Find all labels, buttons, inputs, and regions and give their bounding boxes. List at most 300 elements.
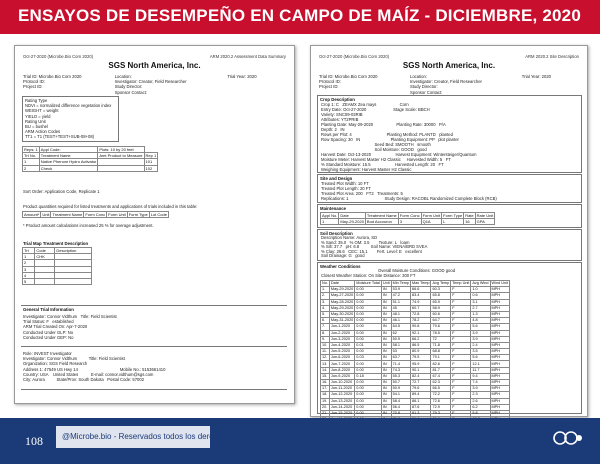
table-cell: 83.4 [411,293,431,299]
treatment-table [22,146,158,172]
table-cell: Native Phenom Hydro Activator [40,159,97,165]
site-line: Treated Plot Width: 10 FT [321,181,369,186]
header-banner [0,0,600,34]
table-cell: May-30-2020 [330,312,354,317]
table-cell: MPH [490,318,509,324]
table-cell [35,278,55,284]
table-cell: Jun-1-2020 [329,324,354,330]
table-cell: 1 [23,254,35,260]
table-cell: 46.1 [391,318,410,324]
column-header: Treatment Name [366,213,397,219]
general-info-line: Trial Status: F established [23,319,74,325]
table-cell: 8. [321,330,330,336]
table-cell: 67.4 [431,373,451,379]
right-company-title: SGS North America, Inc. [402,61,496,70]
column-header: Amount* [24,212,40,218]
right-meta-report: ARM 2020.2 Site Description [525,54,579,59]
table-cell: 79.6 [431,324,451,330]
rating-legend-box [22,96,119,142]
weather-title: Weather Conditions [320,264,361,269]
table-cell: IN [381,330,391,336]
table-cell: 79.3 [431,410,451,416]
table-cell: Jun-15-2020 [329,410,354,416]
trial-info-cell: Location: [114,74,132,79]
table-cell: 3.9 [471,386,490,392]
table-cell: Q1A [421,219,442,225]
table-cell: 72.6 [431,398,451,404]
table-cell: 102 [144,165,158,171]
page-title: ENSAYOS DE DESEMPEÑO EN CAMPO DE MAÍZ - DICIEMBRE, 2020 [18,6,581,25]
table-header [23,212,169,218]
table-cell: 11. [321,349,330,355]
crop-line: Crop 1: C ZEAMX Zea mays Corn [321,102,409,107]
column-header: Rate Unit [476,213,494,219]
column-header: Form Unit [108,212,126,218]
column-header: Max Temp [412,281,430,286]
table-cell: 58.1 [391,342,410,348]
table-cell: F [451,318,471,324]
contact-line: Country: USA United States E-mail: connor.vidthum@sgs.com [23,371,154,377]
table-cell: 60.3 [431,287,451,293]
table-cell: 79.5 [411,355,431,361]
table-cell: 64.7 [431,318,451,324]
divider [21,305,287,306]
table-cell: 0.00 [355,324,382,330]
table-cell: MPH [490,410,509,416]
crop-line: Planting Date: May-29-2020 Planting Rate: 30000 P/A [321,122,446,127]
crop-line: Soil Moisture: GOOD good [321,147,427,152]
crop-description-box [317,95,582,173]
table-cell: MPH [490,336,509,342]
trial-info-cell: Project ID: [23,84,43,90]
table-cell: 2 [23,165,40,171]
table-cell: Jun-13-2020 [329,398,354,404]
table-cell: 1. [321,287,330,293]
table-cell: F [451,305,471,311]
table-cell: IN [381,392,391,398]
table-cell: May-29-2020 [330,287,354,292]
table-cell: IN [381,373,391,379]
table-cell: 0.03 [355,355,382,361]
soil-line: % Silt: 37.7 pH: 6.8 Soil Name: VIENA/BRD SVEA [321,244,428,250]
table-cell: 87.6 [411,404,431,410]
table-cell: 72.8 [411,311,431,317]
site-details [321,181,497,201]
table-cell: 66.6 [411,287,431,293]
column-header: Avg Temp [432,281,450,286]
table-cell: 60.6 [431,311,451,317]
table-cell: Jun-11-2020 [329,386,354,392]
column-header: Temp Unit [452,281,470,286]
crop-line: Row Spacing: 30 IN Planting Equipment: PP plot planter [321,137,459,142]
general-info-title: General Trial Information [23,307,74,312]
table-cell: F [451,380,471,386]
table-cell: 90.8 [411,324,431,330]
trial-info-cell: Sponsor Contact: [114,89,148,95]
site-title: Site and Design [320,176,353,181]
table-cell: 0.00 [355,336,382,342]
table-cell: 47.2 [391,293,410,299]
table-cell: MPH [490,398,509,404]
table-cell: 4.8 [471,318,490,324]
table-cell: IN [381,367,391,373]
weather-box [317,262,582,414]
table-cell: 72.9 [431,404,451,410]
table-cell: F [451,349,471,355]
trial-info-cell: Sponsor Contact: [410,89,443,95]
table-cell: F [451,367,471,373]
table-cell: Bud Accouron [365,219,398,225]
column-header: Date [339,213,366,219]
table-cell: F [451,410,471,416]
table-cell: 1 [23,159,40,165]
trial-info-cell: Trial Year: 2020 [227,74,257,79]
column-header: Avg Wind [472,281,489,286]
column-header: No. [322,281,328,286]
maintenance-table [320,212,495,225]
table-row [321,219,495,225]
table-cell: 74.3 [391,367,410,373]
table-cell: 2. [321,293,330,299]
table-cell: 62 [391,330,410,336]
table-cell: MPH [490,361,509,367]
general-info-line: Conducted Under GEP: No [23,334,74,340]
table-cell: F [451,324,471,330]
table-cell: 7.4 [471,380,490,386]
rating-line: NDVI = normalized difference vegetation index [25,103,112,109]
table-cell: 2.7 [471,305,490,311]
table-cell: May-29-2020 [330,305,354,310]
column-header: Form Conc [85,212,106,218]
table-cell: 0.00 [355,311,382,317]
table-cell: 7. [321,324,330,330]
table-cell: 18. [321,392,330,398]
column-header: Code [35,248,55,254]
table-cell: Jun-2-2020 [329,330,354,336]
table-cell: IN [381,318,391,324]
table-cell: 71.8 [431,342,451,348]
table-cell: 0.00 [355,361,382,367]
table-cell: 6.2 [471,404,490,410]
column-header: Trt [23,248,35,254]
table-cell: Jun-6-2020 [329,355,354,361]
table-cell: IN [381,287,391,293]
table-cell: F [451,355,471,361]
product-quantity-table [22,211,169,218]
divider [21,346,287,347]
table-cell: Jun-8-2020 [329,367,354,373]
table-cell: MPH [490,404,509,410]
table-cell: IN [381,342,391,348]
column-header: Unit [42,212,50,218]
table-cell: 0.00 [355,367,382,373]
table-cell: IN [381,293,391,299]
table-cell: 10. [321,342,330,348]
trial-info-cell: Trial ID: Microbe.Bio Corn 2020 [23,74,82,79]
table-cell: F [451,404,471,410]
soil-line: % Clay: 26.6 CEC: 15.1 Fert. Level: E excellent [321,248,422,254]
table-cell: 72 [431,336,451,342]
crop-title: Crop Description [320,97,355,102]
column-header: Treatment Name [52,212,83,218]
table-cell: Treatment Name [39,153,98,159]
table-cell: 3.9 [471,330,490,336]
column-header: Form Type [443,213,463,219]
trial-info-cell: Investigator: Creator, Field Researcher [114,79,187,85]
table-cell: 53 [391,349,410,355]
rating-line: Rating Type [25,98,48,103]
trial-info-row [23,90,285,95]
table-cell: May-31-2020 [330,318,354,323]
table-cell: 5.6 [471,355,490,361]
table-cell: F [451,311,471,317]
table-cell: MPH [490,311,509,317]
table-cell: MPH [490,392,509,398]
crop-line: Seed Bed: SMOOTH smooth [321,142,431,147]
site-line: Treated Plot Area: 200 FT2 Treatments: 5 [321,191,403,196]
table-cell: IN [381,404,391,410]
table-cell: 5.8 [471,410,490,416]
column-header: Unit [382,281,390,286]
contact-line: City: Aurora State/Prov: South Dakota Postal Code: 57002 [23,377,145,383]
table-cell: 3 [23,266,35,272]
table-cell: Jun-10-2020 [329,380,354,386]
table-cell: F [451,336,471,342]
table-cell: 86.5 [411,342,431,348]
table-cell: 91.3 [411,410,431,416]
table-cell: Trt No. [23,153,40,159]
column-header: Form Unit [422,213,441,219]
table-cell: 101 [144,159,158,165]
column-header: Form Type [128,212,148,218]
table-cell: 0.00 [355,392,382,398]
table-cell: F [451,361,471,367]
soil-details [321,236,427,259]
table-cell: 16. [321,380,330,386]
table-row [23,165,158,171]
table-cell: IN [381,361,391,367]
table-cell: MPH [490,305,509,311]
table-cell: IN [381,398,391,404]
table-cell: Jun-7-2020 [329,361,354,367]
table-cell: 4. [321,305,330,311]
table-cell: IN [381,311,391,317]
table-cell: 72.2 [431,392,451,398]
table-cell: MPH [490,367,509,373]
table-cell: 65.8 [431,293,451,299]
table-cell: 79.1 [431,355,451,361]
site-description-page [310,45,588,417]
table-cell: 50.9 [391,386,410,392]
table-cell: 3.1 [471,299,490,305]
table-cell: 66.5 [431,386,451,392]
table-row [23,278,92,284]
sort-order: Sort Order: Application Code, Replicate 1 [23,189,100,194]
site-design-box [317,174,582,203]
table-cell: 2.4 [471,342,490,348]
table-cell: 63.7 [391,355,410,361]
crop-line: Weighing Equipment: Harvest Master H2 Classic [321,167,412,172]
site-line: Treated Plot Length: 20 FT [321,186,371,191]
table-cell: IN [381,305,391,311]
trial-info-cell: Location: [410,74,427,79]
table-cell: IN [381,336,391,342]
crop-line: Attributes: YT2PRIB [321,117,359,122]
table-cell: 56.4 [391,404,410,410]
table-cell: 5.6 [471,324,490,330]
table-cell: 68.8 [431,349,451,355]
crop-line: Harvest Date: Oct-13-2020 Harvest Equipment: Wintersteiger/Quantum [321,152,477,157]
trial-info-cell [227,90,285,95]
table-cell: 0.00 [355,293,382,299]
table-cell: 64.5 [391,324,410,330]
crop-line: Depth: 2 IN [321,127,345,132]
soil-box [317,229,582,261]
investigator-contact [23,351,165,382]
table-cell: 2.3 [471,392,490,398]
crop-details [321,102,476,172]
table-cell: Jun-9-2020 [329,373,354,379]
table-cell: 3. [321,299,330,305]
crop-line: % Standard Moisture: 15.5 Harvested Length: 20 FT [321,162,444,167]
table-cell: 92.1 [411,330,431,336]
table-cell: F [451,330,471,336]
table-cell: 90.1 [411,367,431,373]
table-cell: 89.4 [411,392,431,398]
trial-info-cell: Study Director: [410,84,438,90]
column-header: Wind Unit [491,281,508,286]
table-cell: MPH [490,299,509,305]
table-cell: 65.9 [431,299,451,305]
table-cell: IN [381,410,391,416]
table-cell: MPH [490,293,509,299]
table-cell: 0.18 [355,373,382,379]
table-cell: 17. [321,386,330,392]
contact-line: Organization: SGS Field Research [23,361,88,367]
table-header [321,213,495,219]
table-cell: 12.1 [471,361,490,367]
rating-line: TT1 = T1 (TEST+TEST+SUB-08+08) [25,134,95,140]
table-cell: 0.00 [355,305,382,311]
table-cell: 4 [23,272,35,278]
product-note: Product quantities required for listed treatments and applications of trials included in this table: [23,204,198,209]
table-cell: 5. [321,311,330,317]
table-cell: 82.6 [431,361,451,367]
copyright-box [56,426,231,448]
rating-line: ARM Action Codes [25,129,61,135]
table-cell: 1.0 [471,287,490,293]
table-cell: F [451,392,471,398]
table-cell: Jun-14-2020 [329,404,354,410]
table-cell: 51.1 [391,299,410,305]
table-cell: Amt Product to Measure [99,153,143,159]
table-cell: 55.3 [391,373,410,379]
rating-line: BU = bushel [25,124,48,130]
rating-line: YIELD = yield [25,113,51,119]
table-cell: 62.3 [431,380,451,386]
table-cell: 21. [321,410,330,416]
right-trial-block [319,74,579,95]
table-cell: MPH [490,324,509,330]
table-cell: IN [381,380,391,386]
column-header: Rate [465,213,474,219]
table-cell: 78.5 [431,330,451,336]
trial-info-cell: Study Director: [114,84,143,90]
table-cell: MPH [490,380,509,386]
left-company-title: SGS North America, Inc. [108,61,201,70]
contact-line: Role: INVEST Investigator [23,351,72,356]
column-header: Lot Code [150,212,167,218]
column-header: Appl Code: [39,147,98,153]
table-cell: L [442,219,464,225]
crop-line: Variety: SNC09-03RIB [321,112,363,117]
weather-station: Closest Weather Station: On Site Distance: 300 FT [321,273,416,278]
table-cell: 0.00 [355,404,382,410]
left-trial-block [23,74,285,95]
table-cell: Rep 1 [145,153,157,159]
table-cell: 0.00 [355,287,382,293]
table-cell: 54.1 [391,392,410,398]
rating-line: WEIGHT = weight [25,108,59,114]
rating-line: Rating Unit [25,118,46,124]
table-cell: 3.5 [471,349,490,355]
table-cell: 0.6 [471,293,490,299]
table-cell: May-29-2020 [340,219,364,225]
table-cell: 50.9 [391,336,410,342]
table-cell: 3 [398,219,421,225]
trial-info-cell: Protocol ID: [319,79,341,85]
soil-line: Soil Drainage: G good [321,253,365,259]
crop-line: Entry Date: Oct-27-2020 Stage Scale: BBCH [321,107,430,112]
table-cell: 12. [321,355,330,361]
table-cell: 1 [321,219,339,225]
table-cell: 82.4 [411,373,431,379]
soil-line: Description Name: Aurora, SD [321,235,378,240]
general-info-line: Conducted Under GLP: No [23,329,74,335]
trial-info-cell: Investigator: Creator, Field Researcher [410,79,482,85]
general-info-line: Investigator: Connor Vidthum Title: Field Scientist [23,314,117,319]
column-header: Plots: 10 by 20 feet [98,147,144,153]
table-cell: MPH [490,349,509,355]
page-number: 108 [25,434,43,448]
table-cell: 15. [321,373,330,379]
column-header: Date [329,281,354,287]
table-cell: 5 [23,278,35,284]
assessment-data-summary-page [14,45,295,404]
table-cell: 81.7 [431,367,451,373]
table-cell: 86.1 [411,398,431,404]
column-header: Form Conc [399,213,420,219]
table-cell: Jun-4-2020 [329,342,354,348]
table-cell: 70.8 [391,410,410,416]
column-header: Min Temp [392,281,410,286]
table-cell: 60.7 [411,305,431,311]
maintenance-title: Maintenance [320,206,347,211]
table-cell: F [451,373,471,379]
left-meta-date: Oct-27-2020 (Microbe.Bio Corn 2020) [23,54,94,59]
table-cell [98,165,144,171]
left-meta-report: ARM 2020.2 Assessment Data Summary [209,54,286,59]
trial-info-cell: Trial ID: Microbe.Bio Corn 2020 [319,74,378,79]
table-cell: May-27-2020 [330,293,354,298]
table-cell: IN [381,355,391,361]
general-info [23,314,117,340]
table-cell: 19. [321,398,330,404]
table-cell: IN [381,299,391,305]
soil-title: Soil Description [320,231,353,236]
table-cell: F [451,293,471,299]
column-header: Appl No. [322,213,338,219]
